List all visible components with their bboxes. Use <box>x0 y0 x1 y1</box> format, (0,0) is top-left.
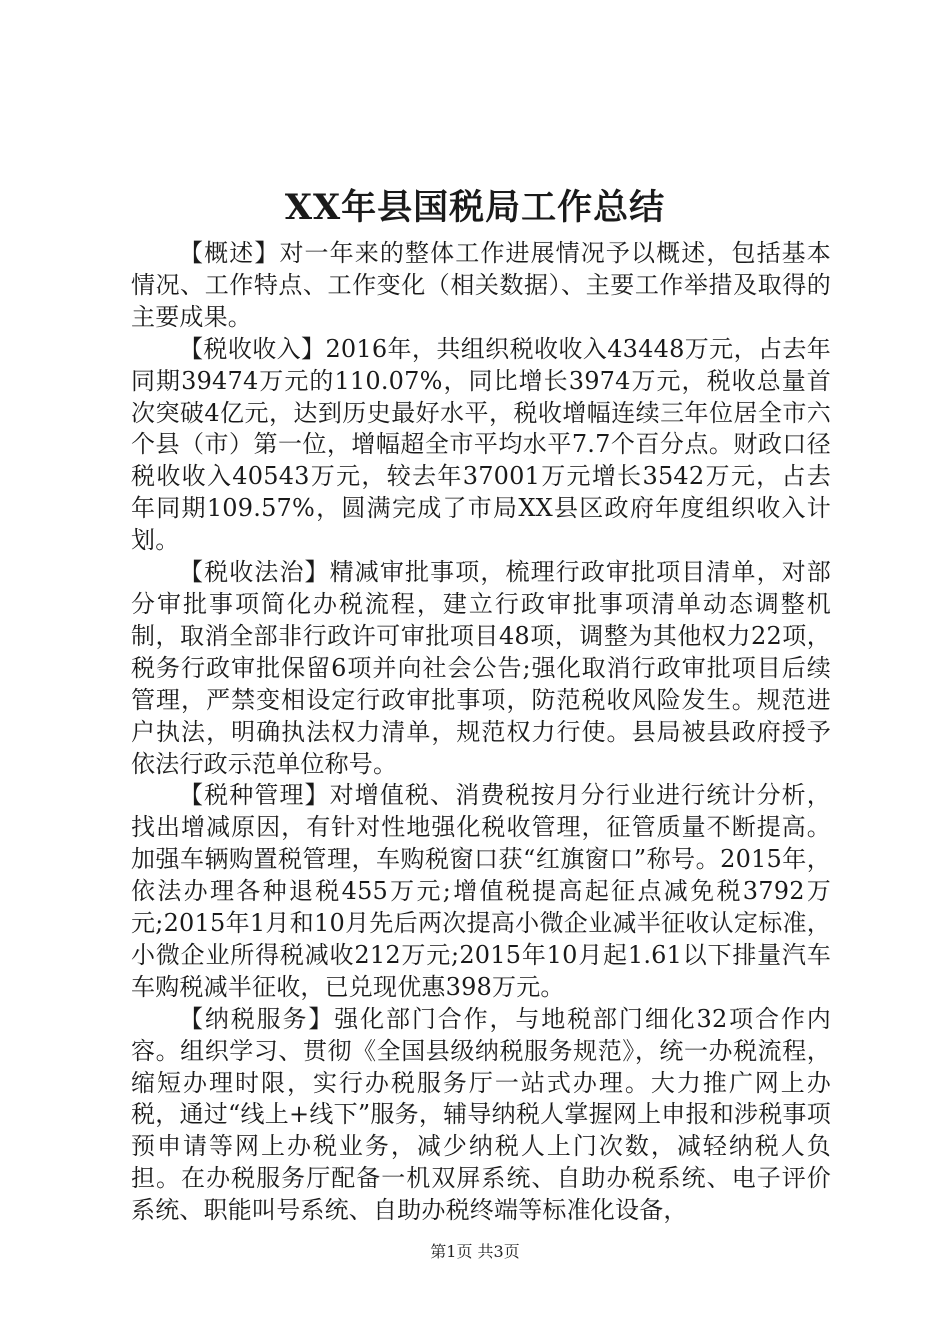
paragraph-tax-type-management: 【税种管理】对增值税、消费税按月分行业进行统计分析，找出增减原因，有针对性地强化税收管理，征管质量不断提高。加强车辆购置税管理，车购税窗口获“红旗窗口”称号。2015年，依法办理各种退税455万元;增值税提高起征点减免税3792万元;2015年1月和10月先后两次提高小微企业减半征收认定标准，小微企业所得税减收212万元;2015年10月起1.61以下排量汽车车购税减半征收，已兑现优惠398万元。 <box>131 781 831 1001</box>
document-body <box>131 238 831 1227</box>
paragraph-tax-rule-of-law: 【税收法治】精减审批事项，梳理行政审批项目清单，对部分审批事项简化办税流程，建立行政审批事项清单动态调整机制，取消全部非行政许可审批项目48项，调整为其他权力22项，税务行政审批保留6项并向社会公告;强化取消行政审批项目后续管理，严禁变相设定行政审批事项，防范税收风险发生。规范进户执法，明确执法权力清单，规范权力行使。县局被县政府授予依法行政示范单位称号。 <box>131 558 831 778</box>
document-title: XX年县国税局工作总结 <box>284 187 666 228</box>
page-number-footer: 第1页 共3页 <box>430 1242 520 1261</box>
paragraph-tax-revenue: 【税收收入】2016年，共组织税收收入43448万元，占去年同期39474万元的110.07%，同比增长3974万元，税收总量首次突破4亿元，达到历史最好水平，税收增幅连续三年位居全市六个县（市）第一位，增幅超全市平均水平7.7个百分点。财政口径税收收入40543万元，较去年37001万元增长3542万元，占去年同期109.57%，圆满完成了市局XX县区政府年度组织收入计划。 <box>131 334 831 555</box>
paragraph-taxpayer-service: 【纳税服务】强化部门合作，与地税部门细化32项合作内容。组织学习、贯彻《全国县级纳税服务规范》，统一办税流程，缩短办理时限，实行办税服务厅一站式办理。大力推广网上办税，通过“线上+线下”服务，辅导纳税人掌握网上申报和涉税事项预申请等网上办税业务，减少纳税人上门次数，减轻纳税人负担。在办税服务厅配备一机双屏系统、自助办税系统、电子评价系统、职能叫号系统、自助办税终端等标准化设备， <box>131 1004 831 1225</box>
paragraph-overview: 【概述】对一年来的整体工作进展情况予以概述，包括基本情况、工作特点、工作变化（相关数据）、主要工作举措及取得的主要成果。 <box>131 239 831 331</box>
